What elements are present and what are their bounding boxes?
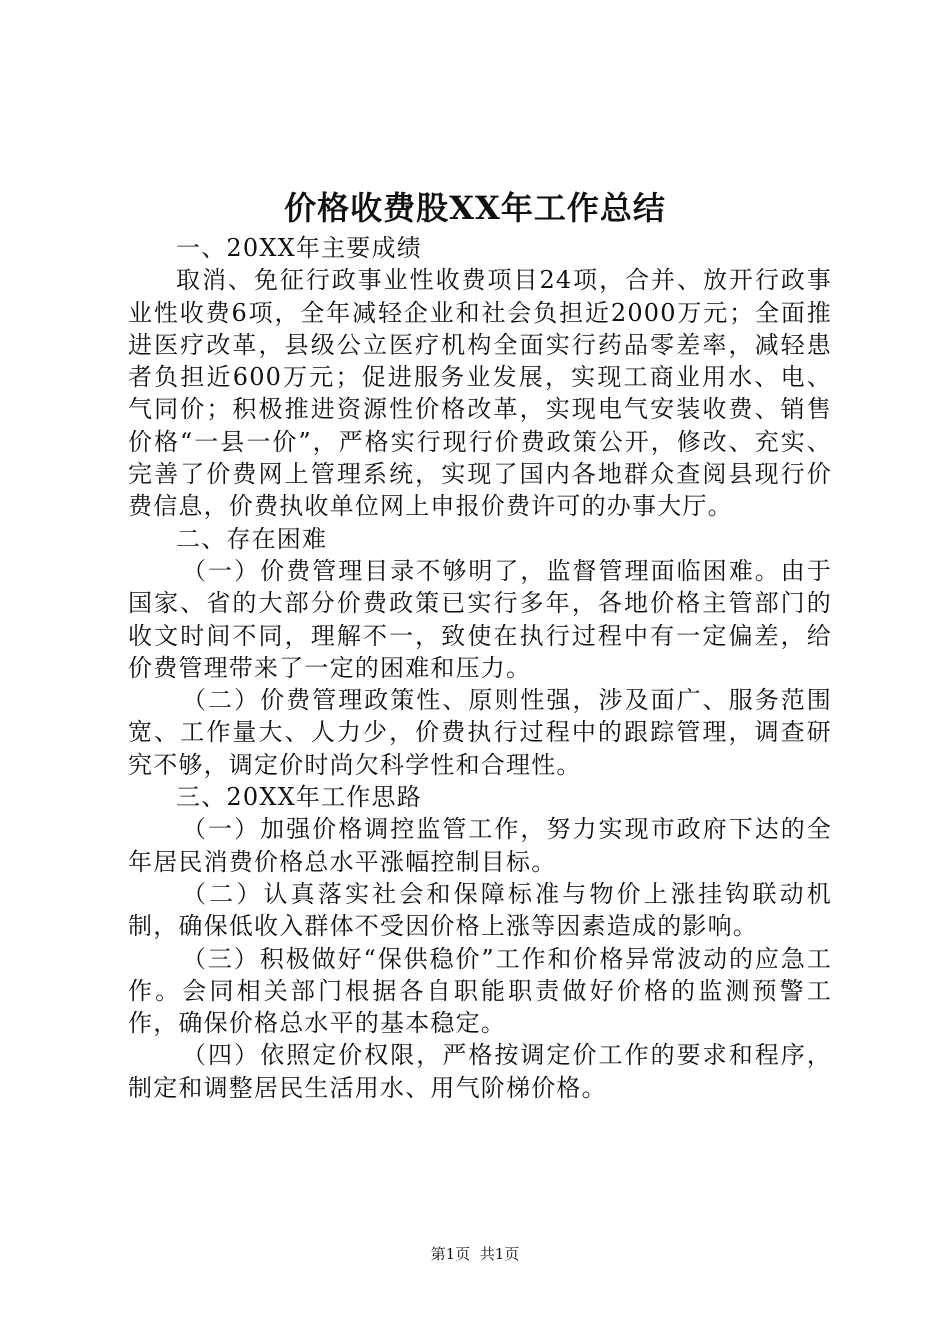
- section-heading-2: 二、存在困难: [176, 524, 328, 553]
- paragraph-difficulty-1: （一）价费管理目录不够明了，监督管理面临困难。由于国家、省的大部分价费政策已实行多年，各地价格主管部门的收文时间不同，理解不一，致使在执行过程中有一定偏差，给价费管理带来了一定的困难和压力。: [128, 556, 832, 682]
- page-number-total: 共1页: [479, 1245, 520, 1263]
- paragraph-plan-4: （四）依照定价权限，严格按调定价工作的要求和程序，制定和调整居民生活用水、用气阶梯价格。: [128, 1041, 832, 1102]
- section-heading-1: 一、20XX年主要成绩: [176, 234, 422, 262]
- section-heading-3: 三、20XX年工作思路: [176, 783, 422, 812]
- paragraph-plan-3: （三）积极做好“保供稳价”工作和价格异常波动的应急工作。会同相关部门根据各自职能职责做好价格的监测预警工作，确保价格总水平的基本稳定。: [128, 944, 832, 1038]
- paragraph-difficulty-2: （二）价费管理政策性、原则性强，涉及面广、服务范围宽、工作量大、人力少，价费执行过程中的跟踪管理，调查研究不够，调定价时尚欠科学性和合理性。: [128, 686, 832, 779]
- page-footer: [0, 1244, 950, 1264]
- footer-separator: [470, 1245, 480, 1263]
- document-body: [128, 232, 832, 1104]
- document-title: 价格收费股XX年工作总结: [284, 189, 666, 227]
- paragraph-plan-1: （一）加强价格调控监管工作，努力实现市政府下达的全年居民消费价格总水平涨幅控制目标。: [128, 815, 832, 876]
- paragraph-plan-2: （二）认真落实社会和保障标准与物价上涨挂钩联动机制，确保低收入群体不受因价格上涨等因素造成的影响。: [128, 879, 832, 941]
- page-number-current: 第1页: [430, 1245, 471, 1263]
- paragraph-achievements: 取消、免征行政事业性收费项目24项，合并、放开行政事业性收费6项，全年减轻企业和社会负担近2000万元；全面推进医疗改革，县级公立医疗机构全面实行药品零差率，减轻患者负担近600万元；促进服务业发展，实现工商业用水、电、气同价；积极推进资源性价格改革，实现电气安装收费、销售价格“一县一价”，严格实行现行价费政策公开，修改、充实、完善了价费网上管理系统，实现了国内各地群众查阅县现行价费信息，价费执收单位网上申报价费许可的办事大厅。: [128, 266, 832, 521]
